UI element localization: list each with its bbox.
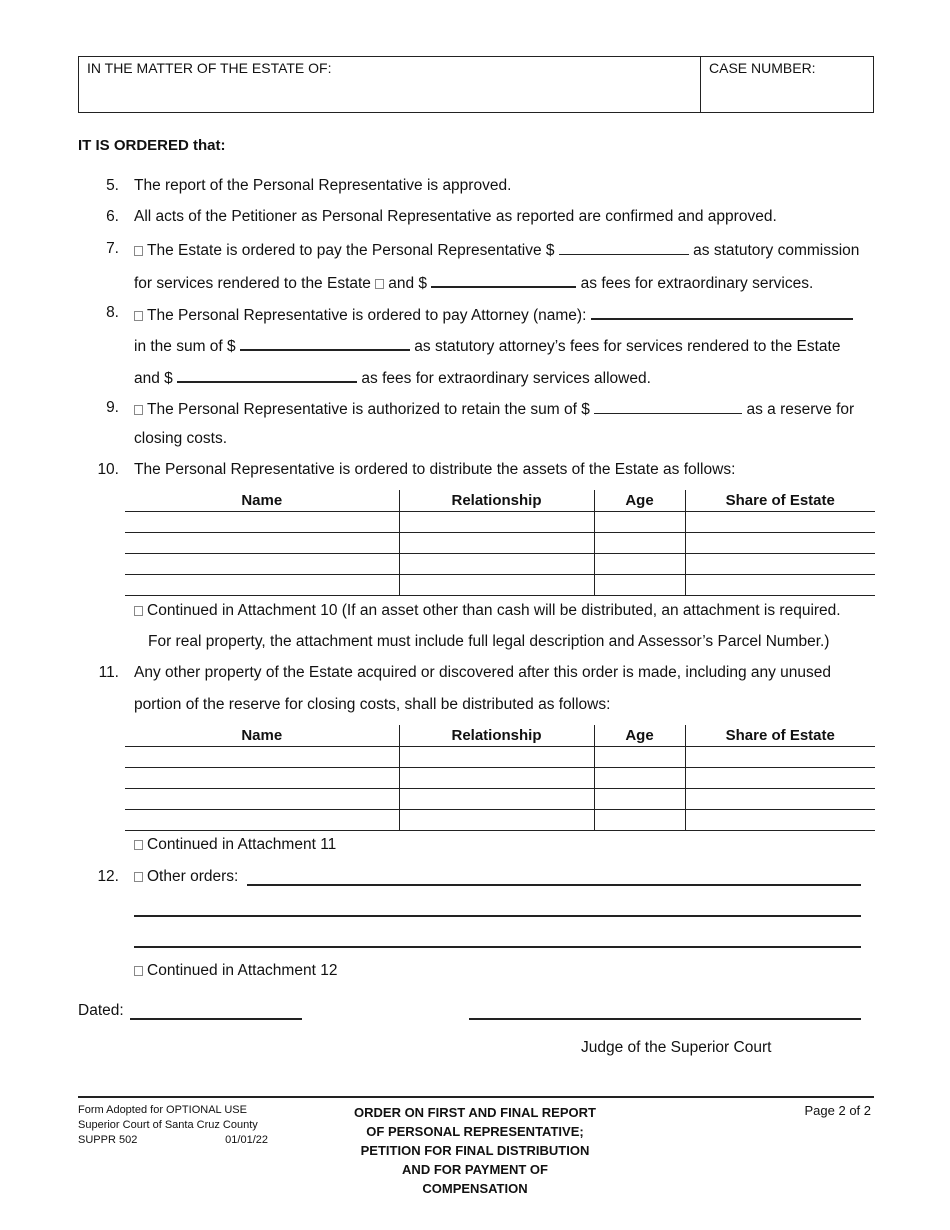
item-7-text-e: as fees for extraordinary services.	[580, 275, 814, 292]
item-7-line-2	[134, 272, 813, 293]
form-title-line-4: AND FOR PAYMENT OF	[402, 1162, 548, 1177]
judge-label: Judge of the Superior Court	[581, 1039, 772, 1056]
item-7-checkbox[interactable]	[134, 246, 143, 256]
table-row[interactable]	[125, 747, 875, 768]
share-cell[interactable]	[685, 533, 875, 554]
item-8-text-a: The Personal Representative is ordered to pay Attorney (name):	[147, 307, 587, 324]
item-8-line-2	[134, 335, 840, 356]
item-7-text-c: for services rendered to the Estate	[134, 275, 371, 292]
name-cell[interactable]	[125, 768, 399, 789]
item-8-line-1	[134, 304, 853, 325]
form-title-line-3: PETITION FOR FINAL DISTRIBUTION	[360, 1143, 590, 1158]
item-9-checkbox[interactable]	[134, 405, 143, 415]
table-row[interactable]	[125, 768, 875, 789]
item-11-continued	[134, 836, 336, 854]
table-row[interactable]	[125, 575, 875, 596]
form-title	[330, 1103, 620, 1198]
footer-rule	[78, 1096, 874, 1098]
item-11-number: 11.	[98, 664, 119, 681]
page-number: Page 2 of 2	[804, 1103, 871, 1118]
form-title-line-5: COMPENSATION	[422, 1181, 528, 1196]
name-cell[interactable]	[125, 810, 399, 831]
reserve-amount-field[interactable]	[594, 399, 742, 414]
item-8-text-d: and $	[134, 370, 173, 387]
attachment-10-checkbox[interactable]	[134, 606, 143, 616]
age-cell[interactable]	[594, 512, 685, 533]
footer-adopted: Form Adopted for OPTIONAL USE	[78, 1104, 247, 1116]
footer-court: Superior Court of Santa Cruz County	[78, 1119, 258, 1131]
item-12-text: Other orders:	[147, 868, 239, 885]
item-11-text-a: Any other property of the Estate acquired or discovered after this order is made, including any unused	[134, 664, 832, 681]
attorney-statutory-fee-field[interactable]	[240, 335, 410, 351]
relationship-cell[interactable]	[399, 768, 594, 789]
judge-signature-line[interactable]	[469, 1018, 861, 1020]
share-cell[interactable]	[685, 810, 875, 831]
table-header-row	[125, 725, 875, 747]
item-5-text: The report of the Personal Representative is approved.	[134, 177, 512, 194]
footer-form-id	[78, 1133, 268, 1148]
col-name-header: Name	[125, 490, 399, 512]
col-relationship-header: Relationship	[399, 490, 594, 512]
item-7-number: 7.	[106, 240, 119, 257]
item-6-text: All acts of the Petitioner as Personal Representative as reported are confirmed and approved.	[134, 208, 777, 225]
age-cell[interactable]	[594, 768, 685, 789]
footer-form-date: 01/01/22	[225, 1134, 268, 1146]
item-12-line-1	[134, 868, 238, 886]
item-9-text-c: closing costs.	[134, 430, 228, 447]
relationship-cell[interactable]	[399, 575, 594, 596]
relationship-cell[interactable]	[399, 512, 594, 533]
name-cell[interactable]	[125, 575, 399, 596]
caption-divider	[700, 57, 701, 112]
item-7-text-b: as statutory commission	[693, 242, 860, 259]
item-11-continued-text: Continued in Attachment 11	[147, 836, 337, 853]
form-title-line-1: ORDER ON FIRST AND FINAL REPORT	[354, 1105, 596, 1120]
item-8-number: 8.	[106, 304, 119, 321]
name-cell[interactable]	[125, 747, 399, 768]
col-share-header: Share of Estate	[685, 490, 875, 512]
name-cell[interactable]	[125, 533, 399, 554]
form-title-line-2: OF PERSONAL REPRESENTATIVE;	[366, 1124, 584, 1139]
name-cell[interactable]	[125, 554, 399, 575]
attorney-name-field[interactable]	[591, 304, 853, 320]
col-relationship-header: Relationship	[399, 725, 594, 747]
relationship-cell[interactable]	[399, 789, 594, 810]
name-cell[interactable]	[125, 512, 399, 533]
caption-box	[78, 56, 874, 113]
table-row[interactable]	[125, 789, 875, 810]
ordered-heading: IT IS ORDERED that:	[78, 137, 226, 154]
item-12-number: 12.	[97, 868, 119, 885]
table-row[interactable]	[125, 554, 875, 575]
age-cell[interactable]	[594, 747, 685, 768]
item-8-text-b: in the sum of $	[134, 338, 236, 355]
age-cell[interactable]	[594, 810, 685, 831]
relationship-cell[interactable]	[399, 747, 594, 768]
relationship-cell[interactable]	[399, 810, 594, 831]
relationship-cell[interactable]	[399, 533, 594, 554]
table-row[interactable]	[125, 810, 875, 831]
col-share-header: Share of Estate	[685, 725, 875, 747]
item-10-continued-text: Continued in Attachment 10 (If an asset other than cash will be distributed, an attachment is required.	[147, 602, 841, 619]
case-number-label: CASE NUMBER:	[709, 60, 816, 76]
item-10-continued-text-2: For real property, the attachment must include full legal description and Assessor’s Parcel Number.)	[148, 633, 830, 650]
age-cell[interactable]	[594, 533, 685, 554]
estate-of-label: IN THE MATTER OF THE ESTATE OF:	[87, 60, 332, 76]
age-cell[interactable]	[594, 789, 685, 810]
other-orders-line-1[interactable]	[247, 884, 861, 886]
attachment-11-checkbox[interactable]	[134, 840, 143, 850]
footer-form-info	[78, 1103, 268, 1148]
item-9-text-b: as a reserve for	[746, 401, 855, 418]
item-8-line-3	[134, 367, 651, 388]
age-cell[interactable]	[594, 554, 685, 575]
table-row[interactable]	[125, 533, 875, 554]
col-age-header: Age	[594, 725, 685, 747]
item-9-text-a: The Personal Representative is authorized to retain the sum of $	[147, 401, 590, 418]
dated-field[interactable]	[130, 1018, 302, 1020]
col-name-header: Name	[125, 725, 399, 747]
dated-label: Dated:	[78, 1002, 124, 1019]
share-cell[interactable]	[685, 768, 875, 789]
share-cell[interactable]	[685, 747, 875, 768]
pr-commission-amount-field[interactable]	[559, 240, 689, 255]
relationship-cell[interactable]	[399, 554, 594, 575]
distribution-table-10	[125, 490, 875, 596]
item-8-checkbox[interactable]	[134, 311, 143, 321]
share-cell[interactable]	[685, 554, 875, 575]
item-7-extraordinary-checkbox[interactable]	[375, 279, 384, 289]
item-8-text-c: as statutory attorney’s fees for services rendered to the Estate	[414, 338, 841, 355]
item-12-continued	[134, 962, 337, 980]
share-cell[interactable]	[685, 575, 875, 596]
item-10-text: The Personal Representative is ordered to distribute the assets of the Estate as follows:	[134, 461, 736, 478]
other-orders-line-2[interactable]	[134, 915, 861, 917]
item-9-number: 9.	[106, 399, 119, 416]
attorney-extraordinary-fee-field[interactable]	[177, 367, 357, 383]
pr-extraordinary-fee-field[interactable]	[431, 272, 576, 288]
item-9-line-1	[134, 399, 854, 419]
table-row[interactable]	[125, 512, 875, 533]
age-cell[interactable]	[594, 575, 685, 596]
item-11-text-b: portion of the reserve for closing costs, shall be distributed as follows:	[134, 696, 611, 713]
item-12-checkbox[interactable]	[134, 872, 143, 882]
item-12-continued-text: Continued in Attachment 12	[147, 962, 338, 979]
item-8-text-e: as fees for extraordinary services allowed.	[361, 370, 651, 387]
item-10-continued	[134, 602, 841, 620]
item-7-text-d: and $	[388, 275, 428, 292]
name-cell[interactable]	[125, 789, 399, 810]
other-orders-line-3[interactable]	[134, 946, 861, 948]
distribution-table-11	[125, 725, 875, 831]
table-header-row	[125, 490, 875, 512]
item-5-number: 5.	[106, 177, 119, 194]
item-7-text-a: The Estate is ordered to pay the Personal Representative $	[147, 242, 555, 259]
col-age-header: Age	[594, 490, 685, 512]
attachment-12-checkbox[interactable]	[134, 966, 143, 976]
share-cell[interactable]	[685, 789, 875, 810]
item-7-line-1	[134, 240, 859, 260]
share-cell[interactable]	[685, 512, 875, 533]
item-10-number: 10.	[97, 461, 119, 478]
item-6-number: 6.	[106, 208, 119, 225]
footer-form-number: SUPPR 502	[78, 1134, 138, 1146]
